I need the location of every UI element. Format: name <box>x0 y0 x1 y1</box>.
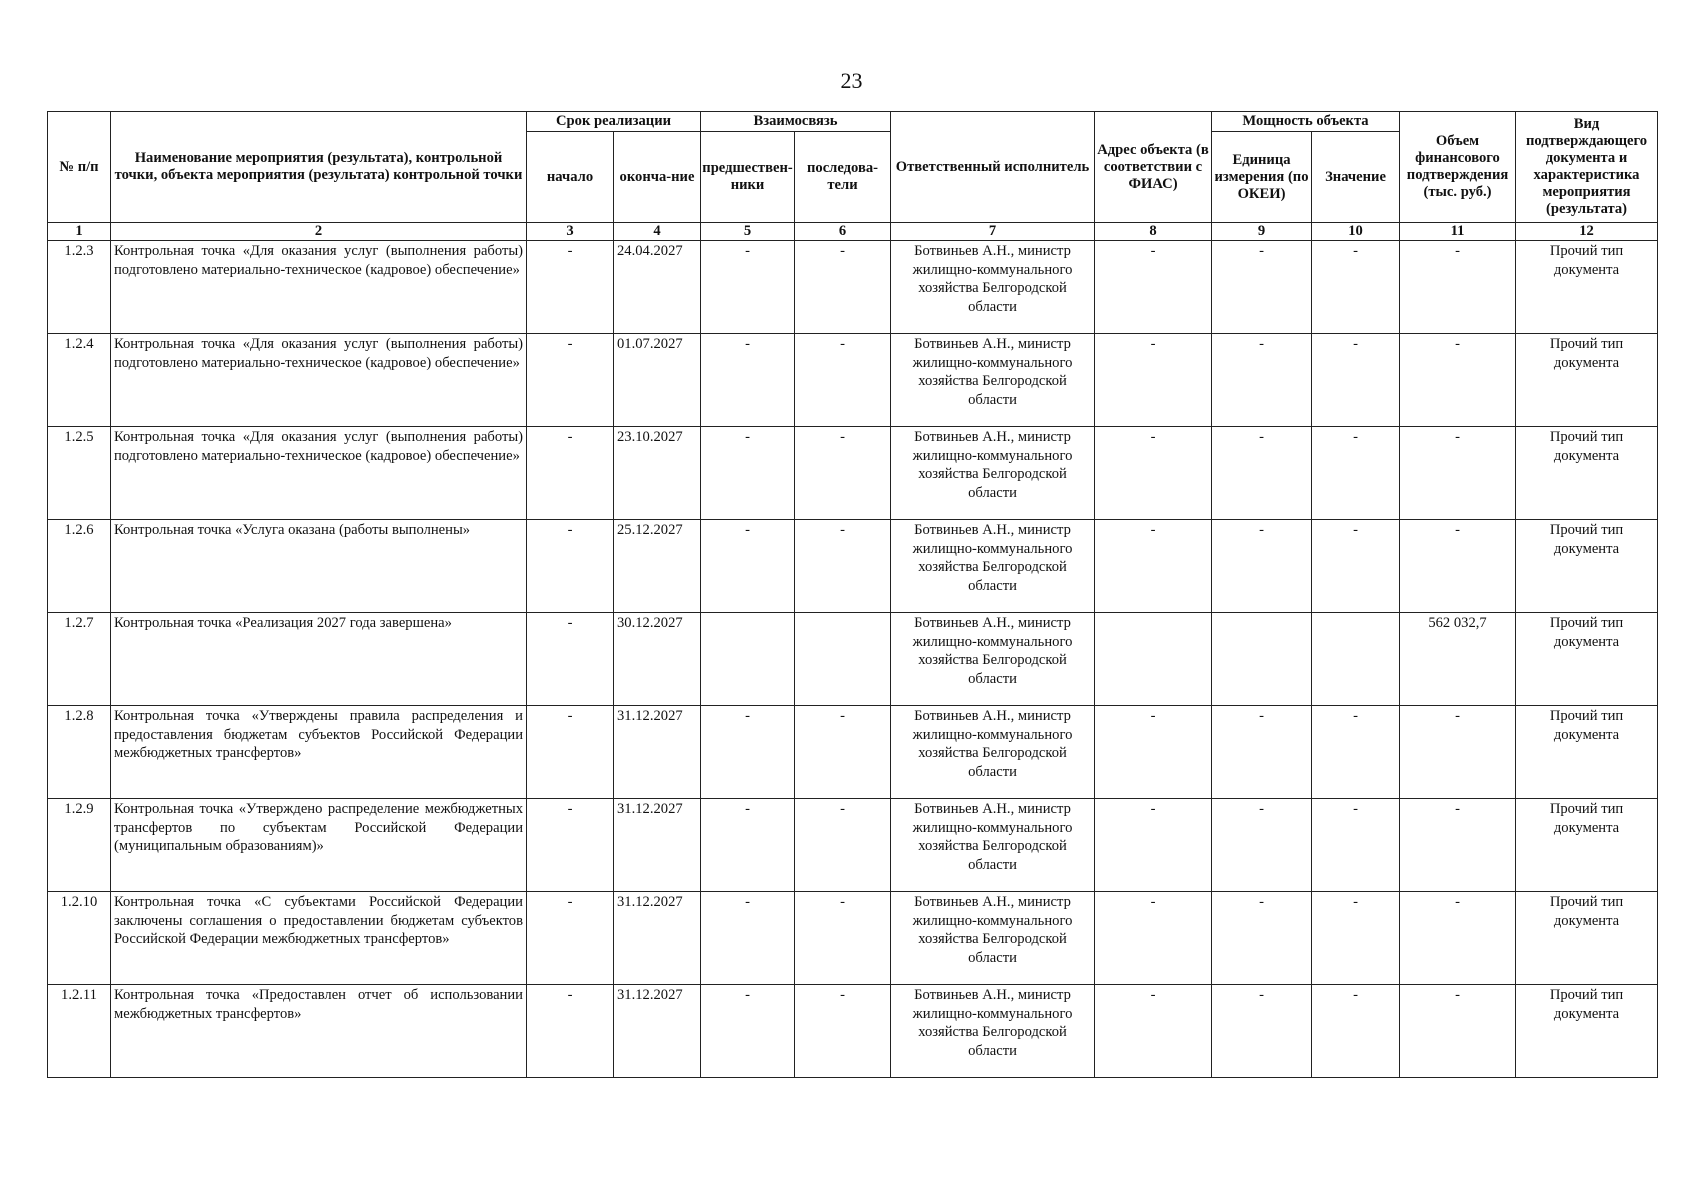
successors: - <box>795 520 891 613</box>
column-number: 11 <box>1400 223 1516 241</box>
predecessors: - <box>701 892 795 985</box>
start-date: - <box>527 241 614 334</box>
event-name: Контрольная точка «Предоставлен отчет об использовании межбюджетных трансфертов» <box>111 985 527 1078</box>
header-predecessors: предшествен-ники <box>701 132 795 223</box>
start-date: - <box>527 892 614 985</box>
header-executor: Ответственный исполнитель <box>891 112 1095 223</box>
unit-of-measure: - <box>1212 520 1312 613</box>
executor: Ботвиньев А.Н., министр жилищно-коммунального хозяйства Белгородской области <box>891 706 1095 799</box>
event-name: Контрольная точка «Услуга оказана (работы выполнены» <box>111 520 527 613</box>
table-row <box>48 427 1658 520</box>
header-end: оконча-ние <box>614 132 701 223</box>
document-type: Прочий тип документа <box>1516 706 1658 799</box>
row-number: 1.2.6 <box>48 520 111 613</box>
capacity-value: - <box>1312 334 1400 427</box>
unit-of-measure: - <box>1212 334 1312 427</box>
unit-of-measure: - <box>1212 892 1312 985</box>
table-header <box>48 112 1658 241</box>
header-successors: последова-тели <box>795 132 891 223</box>
document-type: Прочий тип документа <box>1516 241 1658 334</box>
document-type: Прочий тип документа <box>1516 985 1658 1078</box>
end-date: 24.04.2027 <box>614 241 701 334</box>
page-number: 23 <box>840 68 863 93</box>
start-date: - <box>527 520 614 613</box>
end-date: 31.12.2027 <box>614 799 701 892</box>
row-number: 1.2.5 <box>48 427 111 520</box>
table-row <box>48 985 1658 1078</box>
capacity-value <box>1312 613 1400 706</box>
successors: - <box>795 799 891 892</box>
predecessors: - <box>701 520 795 613</box>
successors: - <box>795 334 891 427</box>
table-row <box>48 892 1658 985</box>
successors: - <box>795 985 891 1078</box>
header-volume: Объем финансового подтверждения (тыс. руб.) <box>1400 112 1516 223</box>
object-address <box>1095 613 1212 706</box>
row-number: 1.2.10 <box>48 892 111 985</box>
event-name: Контрольная точка «Для оказания услуг (выполнения работы) подготовлено материально-техническое (кадровое) обеспечение» <box>111 427 527 520</box>
table-row <box>48 613 1658 706</box>
end-date: 31.12.2027 <box>614 706 701 799</box>
header-link-group: Взаимосвязь <box>701 112 891 132</box>
object-address: - <box>1095 241 1212 334</box>
event-name: Контрольная точка «Для оказания услуг (выполнения работы) подготовлено материально-техническое (кадровое) обеспечение» <box>111 334 527 427</box>
unit-of-measure: - <box>1212 799 1312 892</box>
object-address: - <box>1095 334 1212 427</box>
column-number: 5 <box>701 223 795 241</box>
column-number: 10 <box>1312 223 1400 241</box>
capacity-value: - <box>1312 706 1400 799</box>
column-number: 4 <box>614 223 701 241</box>
unit-of-measure: - <box>1212 241 1312 334</box>
events-table <box>47 111 1658 1078</box>
event-name: Контрольная точка «Утверждено распределение межбюджетных трансфертов по субъектам Российской Федерации (муниципальным образованиям)» <box>111 799 527 892</box>
predecessors: - <box>701 985 795 1078</box>
financial-volume: - <box>1400 892 1516 985</box>
predecessors <box>701 613 795 706</box>
capacity-value: - <box>1312 799 1400 892</box>
predecessors: - <box>701 334 795 427</box>
header-capacity-group: Мощность объекта <box>1212 112 1400 132</box>
predecessors: - <box>701 799 795 892</box>
capacity-value: - <box>1312 427 1400 520</box>
end-date: 31.12.2027 <box>614 985 701 1078</box>
capacity-value: - <box>1312 241 1400 334</box>
executor: Ботвиньев А.Н., министр жилищно-коммунального хозяйства Белгородской области <box>891 613 1095 706</box>
successors: - <box>795 706 891 799</box>
start-date: - <box>527 613 614 706</box>
successors: - <box>795 427 891 520</box>
capacity-value: - <box>1312 892 1400 985</box>
start-date: - <box>527 799 614 892</box>
object-address: - <box>1095 427 1212 520</box>
column-number: 9 <box>1212 223 1312 241</box>
row-number: 1.2.7 <box>48 613 111 706</box>
document-type: Прочий тип документа <box>1516 427 1658 520</box>
header-doc-type: Вид подтверждающего документа и характеристика мероприятия (результата) <box>1516 112 1658 223</box>
financial-volume: 562 032,7 <box>1400 613 1516 706</box>
successors: - <box>795 892 891 985</box>
capacity-value: - <box>1312 520 1400 613</box>
executor: Ботвиньев А.Н., министр жилищно-коммунального хозяйства Белгородской области <box>891 427 1095 520</box>
executor: Ботвиньев А.Н., министр жилищно-коммунального хозяйства Белгородской области <box>891 241 1095 334</box>
column-number-row <box>48 223 1658 241</box>
event-name: Контрольная точка «Утверждены правила распределения и предоставления бюджетам субъектов Российской Федерации межбюджетных трансфертов» <box>111 706 527 799</box>
start-date: - <box>527 985 614 1078</box>
financial-volume: - <box>1400 334 1516 427</box>
end-date: 01.07.2027 <box>614 334 701 427</box>
predecessors: - <box>701 706 795 799</box>
object-address: - <box>1095 892 1212 985</box>
column-number: 8 <box>1095 223 1212 241</box>
unit-of-measure <box>1212 613 1312 706</box>
predecessors: - <box>701 241 795 334</box>
start-date: - <box>527 334 614 427</box>
table-row <box>48 241 1658 334</box>
financial-volume: - <box>1400 706 1516 799</box>
header-num: № п/п <box>48 112 111 223</box>
table-row <box>48 799 1658 892</box>
column-number: 2 <box>111 223 527 241</box>
end-date: 31.12.2027 <box>614 892 701 985</box>
end-date: 30.12.2027 <box>614 613 701 706</box>
financial-volume: - <box>1400 799 1516 892</box>
row-number: 1.2.11 <box>48 985 111 1078</box>
start-date: - <box>527 427 614 520</box>
financial-volume: - <box>1400 427 1516 520</box>
executor: Ботвиньев А.Н., министр жилищно-коммунального хозяйства Белгородской области <box>891 892 1095 985</box>
header-address: Адрес объекта (в соответствии с ФИАС) <box>1095 112 1212 223</box>
executor: Ботвиньев А.Н., министр жилищно-коммунального хозяйства Белгородской области <box>891 520 1095 613</box>
event-name: Контрольная точка «Для оказания услуг (выполнения работы) подготовлено материально-техническое (кадровое) обеспечение» <box>111 241 527 334</box>
document-type: Прочий тип документа <box>1516 799 1658 892</box>
unit-of-measure: - <box>1212 985 1312 1078</box>
object-address: - <box>1095 985 1212 1078</box>
row-number: 1.2.3 <box>48 241 111 334</box>
financial-volume: - <box>1400 985 1516 1078</box>
header-value: Значение <box>1312 132 1400 223</box>
row-number: 1.2.9 <box>48 799 111 892</box>
unit-of-measure: - <box>1212 706 1312 799</box>
end-date: 25.12.2027 <box>614 520 701 613</box>
table-row <box>48 520 1658 613</box>
table-row <box>48 334 1658 427</box>
executor: Ботвиньев А.Н., министр жилищно-коммунального хозяйства Белгородской области <box>891 799 1095 892</box>
row-number: 1.2.8 <box>48 706 111 799</box>
header-period-group: Срок реализации <box>527 112 701 132</box>
row-number: 1.2.4 <box>48 334 111 427</box>
column-number: 7 <box>891 223 1095 241</box>
column-number: 1 <box>48 223 111 241</box>
successors: - <box>795 241 891 334</box>
object-address: - <box>1095 799 1212 892</box>
column-number: 12 <box>1516 223 1658 241</box>
event-name: Контрольная точка «С субъектами Российской Федерации заключены соглашения о предоставлении бюджетам субъектов Российской Федерации межбюджетных трансфертов» <box>111 892 527 985</box>
document-type: Прочий тип документа <box>1516 892 1658 985</box>
header-unit: Единица измерения (по ОКЕИ) <box>1212 132 1312 223</box>
document-type: Прочий тип документа <box>1516 520 1658 613</box>
financial-volume: - <box>1400 241 1516 334</box>
predecessors: - <box>701 427 795 520</box>
header-name: Наименование мероприятия (результата), контрольной точки, объекта мероприятия (результата) контрольной точки <box>111 112 527 223</box>
executor: Ботвиньев А.Н., министр жилищно-коммунального хозяйства Белгородской области <box>891 334 1095 427</box>
table-body <box>48 241 1658 1078</box>
start-date: - <box>527 706 614 799</box>
financial-volume: - <box>1400 520 1516 613</box>
executor: Ботвиньев А.Н., министр жилищно-коммунального хозяйства Белгородской области <box>891 985 1095 1078</box>
capacity-value: - <box>1312 985 1400 1078</box>
table-row <box>48 706 1658 799</box>
event-name: Контрольная точка «Реализация 2027 года завершена» <box>111 613 527 706</box>
object-address: - <box>1095 520 1212 613</box>
end-date: 23.10.2027 <box>614 427 701 520</box>
column-number: 6 <box>795 223 891 241</box>
document-type: Прочий тип документа <box>1516 334 1658 427</box>
unit-of-measure: - <box>1212 427 1312 520</box>
header-start: начало <box>527 132 614 223</box>
column-number: 3 <box>527 223 614 241</box>
successors <box>795 613 891 706</box>
object-address: - <box>1095 706 1212 799</box>
document-type: Прочий тип документа <box>1516 613 1658 706</box>
